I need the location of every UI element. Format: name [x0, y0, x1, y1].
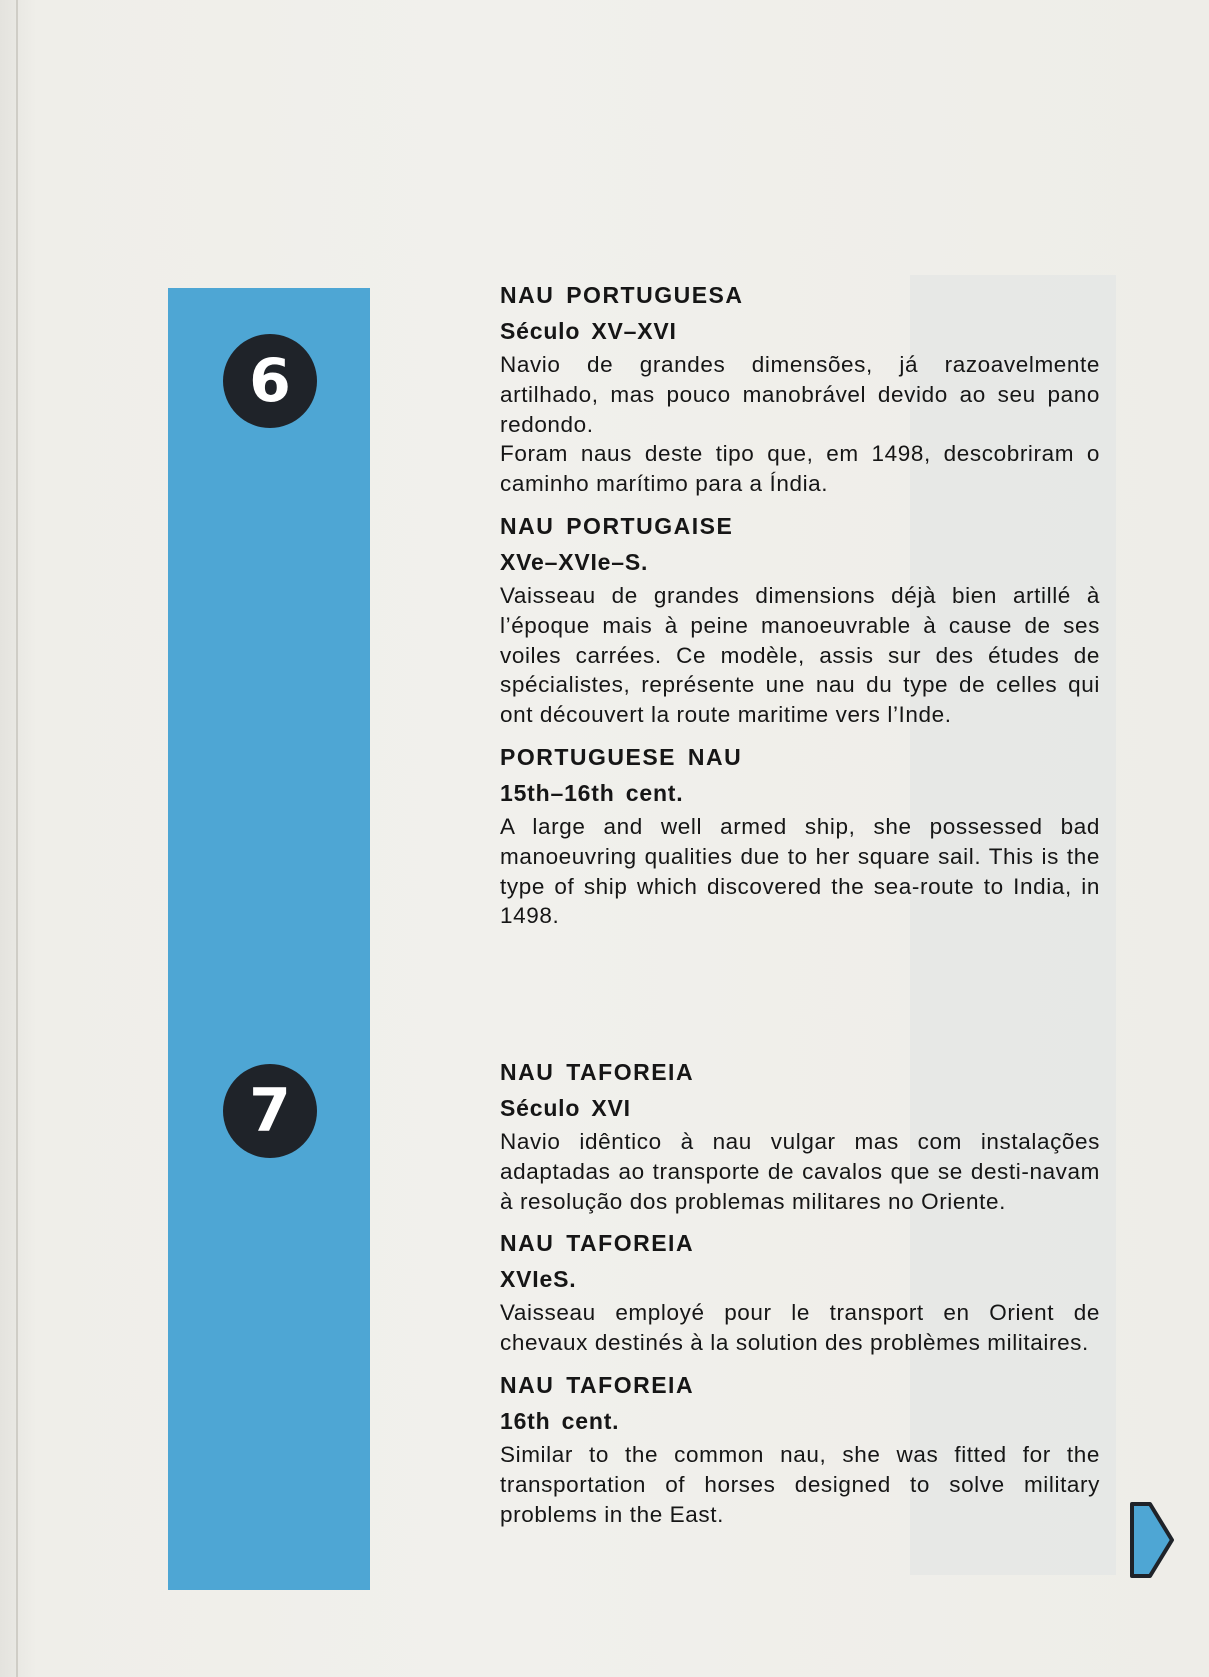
section-7-pt-period: Século XVI: [500, 1095, 631, 1121]
section-6: [500, 280, 1100, 931]
section-6-en-title: PORTUGUESE NAU: [500, 743, 743, 770]
section-6-pt-text-2: Foram naus deste tipo que, em 1498, descobriram o caminho marítimo para a Índia.: [500, 441, 1100, 497]
section-6-fr-period: XVe–XVIe–S.: [500, 548, 649, 575]
section-6-pt-period: Século XV–XVI: [500, 318, 677, 344]
section-7-pt-text: Navio idêntico à nau vulgar mas com instalações adaptadas ao transporte de cavalos que se desti-navam à resolução dos problemas militares no Oriente.: [500, 1129, 1100, 1214]
section-7-pt-title: NAU TAFOREIA: [500, 1059, 695, 1085]
section-7-en-title: NAU TAFOREIA: [500, 1371, 695, 1398]
section-number-badge-6: 6: [223, 334, 317, 428]
section-7-en-text: Similar to the common nau, she was fitted for the transportation of horses designed to solve military problems in the East.: [500, 1441, 1100, 1527]
section-7-en-period: 16th cent.: [500, 1407, 620, 1434]
section-7-fr-text: Vaisseau employé pour le transport en Orient de chevaux destinés à la solution des problèmes militaires.: [500, 1300, 1100, 1356]
section-6-pt-title: NAU PORTUGUESA: [500, 282, 744, 308]
section-6-en-text: A large and well armed ship, she possessed bad manoeuvring qualities due to her square sail. This is the type of ship which discovered the sea-route to India, in 1498.: [500, 813, 1100, 929]
page-fold: [16, 0, 18, 1677]
section-6-pt-text-1: Navio de grandes dimensões, já razoavelmente artilhado, mas pouco manobrável devido ao seu pano redondo.: [500, 352, 1100, 437]
section-7-fr-period: XVIeS.: [500, 1266, 577, 1293]
section-7-fr-title: NAU TAFOREIA: [500, 1230, 695, 1257]
section-7: [500, 1057, 1100, 1529]
section-6-fr-title: NAU PORTUGAISE: [500, 512, 734, 539]
blue-side-bar: [168, 288, 370, 1590]
section-6-fr-text: Vaisseau de grandes dimensions déjà bien artillé à l’époque mais à peine manoeuvrable à cause de ses voiles carrées. Ce modèle, assis sur des études de spécialistes, représente une nau du type de celles qui ont découvert la route maritime vers l’Inde.: [500, 582, 1100, 728]
section-number-badge-7: 7: [223, 1064, 317, 1158]
section-6-en-period: 15th–16th cent.: [500, 779, 684, 806]
next-page-arrow-icon[interactable]: [1128, 1498, 1176, 1582]
